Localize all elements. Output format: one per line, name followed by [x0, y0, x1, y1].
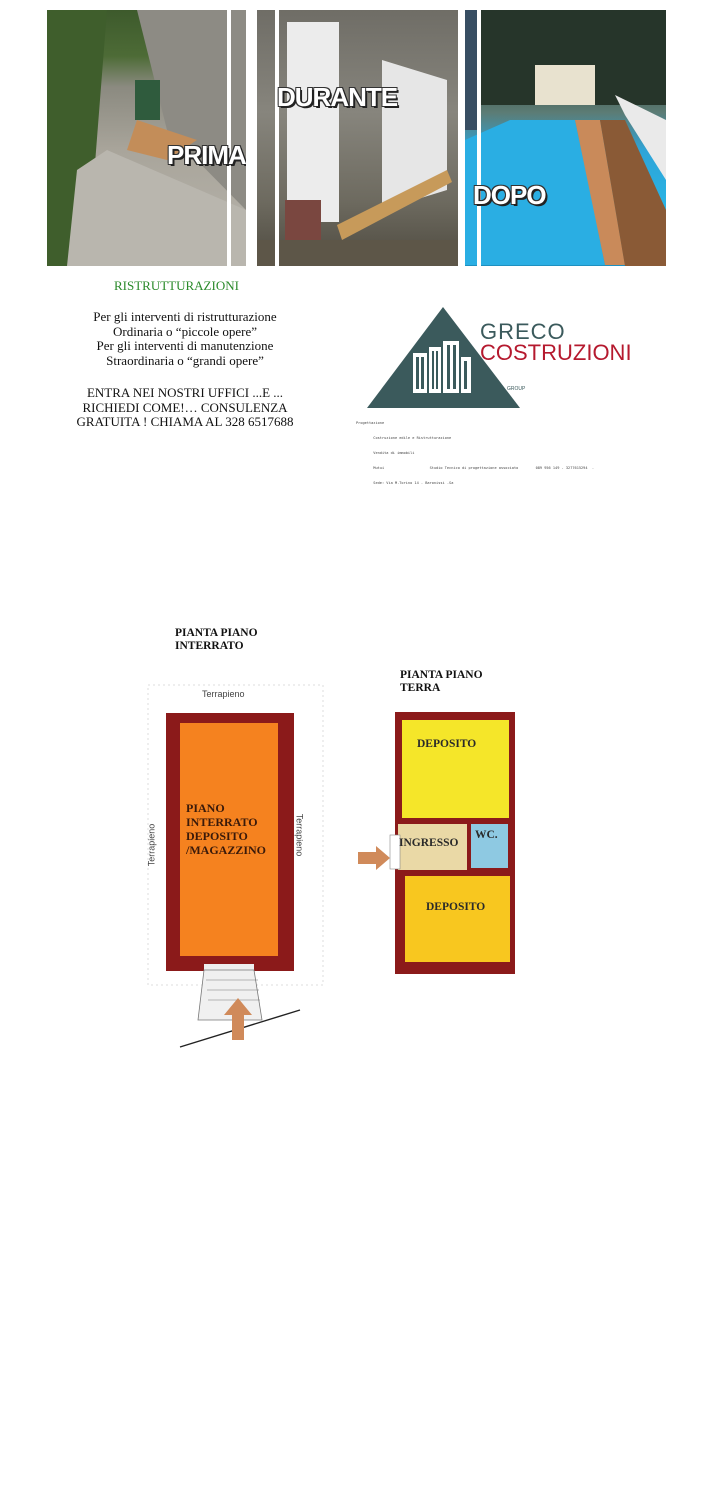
logo-line-3: GROUP: [507, 386, 526, 392]
intro-line: Per gli interventi di manutenzione: [96, 338, 274, 353]
divider-line: [227, 10, 231, 266]
detail-line: Progettazione: [356, 421, 385, 425]
detail-line: Mutui Studio Tecnico di progettazione associato 089 956 149 - 3277615294 -: [356, 466, 594, 470]
sketch-label-top: Terrapieno: [202, 689, 245, 699]
basement-room-label: PIANO INTERRATO DEPOSITO /MAGAZZINO: [186, 801, 267, 857]
photo-after-scene: [465, 10, 666, 266]
detail-line: Vendita di immobili: [356, 451, 415, 455]
photo-during-label: DURANTE: [277, 82, 398, 112]
company-logo: [365, 305, 660, 410]
detail-line: Costruzione edile e Ristrutturazione: [356, 436, 452, 440]
section-title: RISTRUTTURAZIONI: [114, 278, 239, 293]
cta-line: RICHIEDI COME!… CONSULENZA: [82, 399, 288, 415]
divider-line: [477, 10, 481, 266]
room-label: DEPOSITO: [417, 738, 477, 750]
photo-before: [47, 10, 246, 266]
photo-during-scene: [257, 10, 458, 266]
basement-plan: [140, 680, 340, 1060]
ground-plan-title: PIANTA PIANO TERRA: [400, 669, 483, 694]
sketch-label-left: Terrapieno: [146, 823, 157, 867]
sketch-label-right: Terrapieno: [294, 813, 305, 857]
room-label: INGRESSO: [399, 837, 459, 849]
basement-plan-title: PIANTA PIANO INTERRATO: [175, 627, 258, 652]
detail-line: Sede: Via M.Torino 14 - Baronissi -Sa: [356, 481, 454, 485]
photo-after-label: DOPO: [473, 180, 546, 210]
logo-line-1: GRECO: [480, 319, 566, 344]
intro-line: Straordinaria o “grandi opere”: [106, 352, 264, 368]
call-to-action: [55, 386, 315, 430]
company-details: [356, 411, 594, 491]
room-label: DEPOSITO: [426, 901, 486, 913]
intro-text: [60, 310, 310, 368]
divider-line: [275, 10, 279, 266]
room-deposito-lower: [405, 876, 510, 962]
room-deposito-upper: [402, 720, 509, 818]
photo-before-label: PRIMA: [167, 140, 246, 170]
photo-during: [257, 10, 458, 266]
logo-line-2: COSTRUZIONI: [480, 340, 632, 365]
entry-arrow-icon: [358, 846, 390, 870]
room-label: WC.: [475, 829, 498, 841]
intro-line: Ordinaria o “piccole opere”: [112, 323, 257, 339]
intro-line: Per gli interventi di ristrutturazione: [93, 309, 277, 324]
cta-line: GRATUITA ! CHIAMA AL 328 6517688: [76, 414, 294, 429]
photo-before-scene: [47, 10, 246, 266]
cta-line: ENTRA NEI NOSTRI UFFICI ...E ...: [86, 385, 284, 400]
photo-after: [465, 10, 666, 266]
